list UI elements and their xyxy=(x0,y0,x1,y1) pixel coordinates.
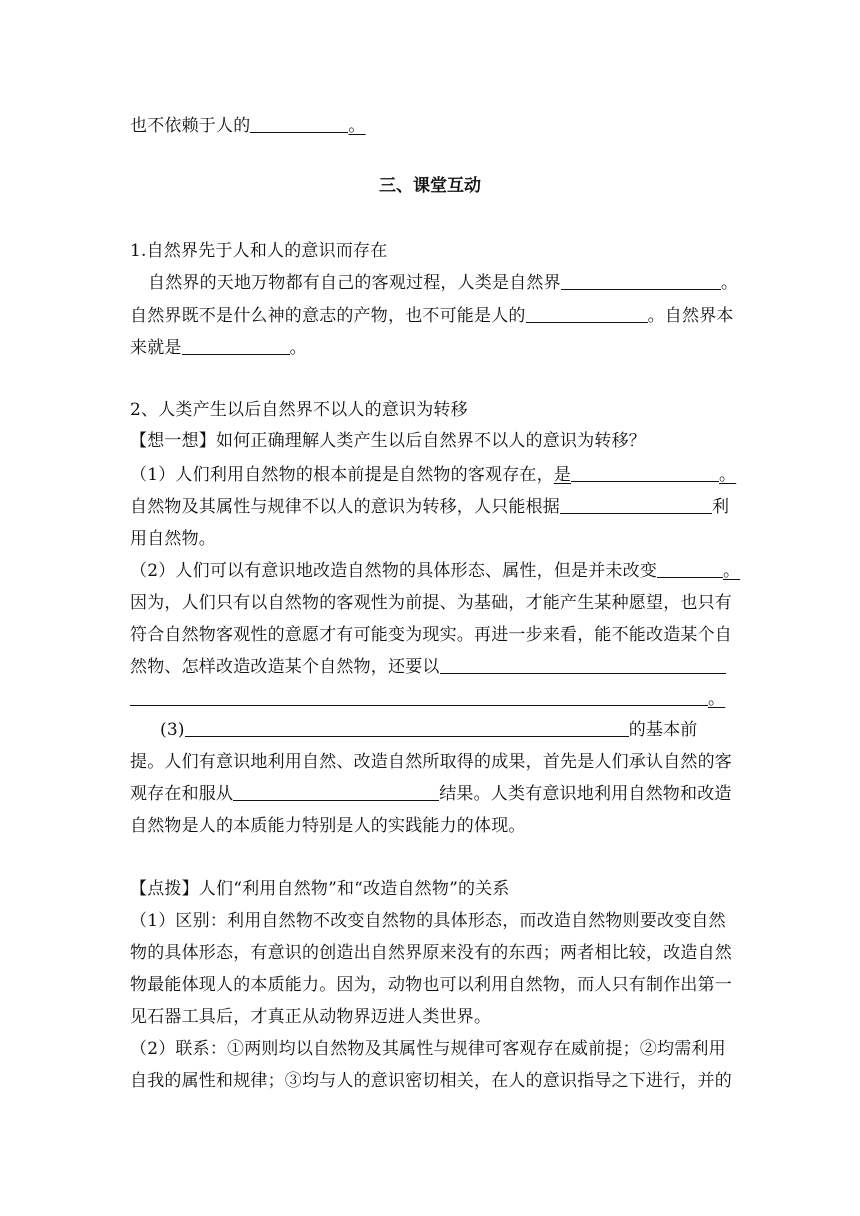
text: 是 xyxy=(553,465,572,485)
answer-blank[interactable] xyxy=(440,657,726,674)
text: 。 xyxy=(719,465,737,485)
text-line xyxy=(130,689,730,709)
text: 自然界的天地万物都有自己的客观过程，人类是自然界 xyxy=(148,273,561,293)
text: 来就是 xyxy=(130,338,182,358)
text-line: 自然物是人的本质能力特别是人的实践能力的体现。 xyxy=(130,816,526,836)
text: （1）人们利用自然物的根本前提是自然物的客观存在， xyxy=(130,465,554,485)
text-line xyxy=(160,720,760,740)
text: 的基本前 xyxy=(628,720,698,740)
text: 也不依赖于人的 xyxy=(130,116,251,136)
answer-blank[interactable] xyxy=(185,720,629,737)
text: (3) xyxy=(160,720,185,740)
answer-blank[interactable] xyxy=(182,338,290,355)
text-line xyxy=(130,784,730,804)
text-line: 符合自然物客观性的意愿才有可能变为现实。再进一步来看，能不能改造某个自 xyxy=(130,625,732,645)
text-line xyxy=(130,116,730,136)
text-line: 自我的属性和规律；③均与人的意识密切相关，在人的意识指导之下进行，并的 xyxy=(130,1071,732,1091)
answer-blank[interactable] xyxy=(657,561,723,578)
text: 观存在和服从 xyxy=(130,784,234,804)
text: 自然界既不是什么神的意志的产物，也不可能是人的 xyxy=(130,306,526,326)
answer-blank[interactable] xyxy=(233,784,439,801)
text-line xyxy=(130,306,734,326)
text-line: 见石器工具后，才真正从动物界迈进人类世界。 xyxy=(130,1007,492,1027)
text-line xyxy=(130,465,737,485)
answer-blank[interactable] xyxy=(130,689,708,706)
text-line: （1）区别：利用自然物不改变自然物的具体形态，而改造自然物则要改变自然 xyxy=(130,911,726,931)
answer-blank[interactable] xyxy=(571,465,719,482)
text-line: （2）联系：①两则均以自然物及其属性与规律可客观存在威前提；②均需利用 xyxy=(130,1039,726,1059)
answer-blank[interactable] xyxy=(560,497,712,514)
text-line: 因为，人们只有以自然物的客观性为前提、为基础，才能产生某种愿望，也只有 xyxy=(130,593,732,613)
section-2-title: 2、人类产生以后自然界不以人的意识为转移 xyxy=(130,400,468,420)
tip-title: 【点拨】人们“利用自然物”和“改造自然物”的关系 xyxy=(130,879,510,899)
text: 结果。人类有意识地利用自然物和改造 xyxy=(439,784,732,804)
text-line xyxy=(130,338,730,358)
text-line: 用自然物。 xyxy=(130,529,216,549)
text: 。 xyxy=(708,689,726,709)
text: 。 xyxy=(348,116,366,136)
text-line: 物最能体现人的本质能力。因为，动物也可以利用自然物，而人只有制作出第一 xyxy=(130,975,732,995)
answer-blank[interactable] xyxy=(526,306,648,323)
text-line: 提。人们有意识地利用自然、改造自然所取得的成果，首先是人们承认自然的客 xyxy=(130,752,732,772)
section-1-title: 1.自然界先于人和人的意识而存在 xyxy=(130,241,388,261)
text-line xyxy=(148,273,748,293)
text: 自然物及其属性与规律不以人的意识为转移，人只能根据 xyxy=(130,497,560,517)
text: （2）人们可以有意识地改造自然物的具体形态、属性，但是并未改变 xyxy=(130,561,658,581)
think-prompt: 【想一想】如何正确理解人类产生以后自然界不以人的意识为转移？ xyxy=(130,431,646,451)
section-heading: 三、课堂互动 xyxy=(379,176,481,196)
text: 然物、怎样改造改造某个自然物，还要以 xyxy=(130,657,440,677)
text: 。 xyxy=(720,273,739,293)
answer-blank[interactable] xyxy=(561,273,721,290)
answer-blank[interactable] xyxy=(250,116,348,133)
text-line xyxy=(130,561,741,581)
text: 。 xyxy=(289,338,307,358)
text-line xyxy=(130,497,730,517)
text: 。自然界本 xyxy=(647,306,734,326)
text: 利 xyxy=(712,497,730,517)
text: 。 xyxy=(723,561,741,581)
text-line: 物的具体形态，有意识的创造出自然界原来没有的东西；两者相比较，改造自然 xyxy=(130,943,732,963)
text-line xyxy=(130,657,730,677)
